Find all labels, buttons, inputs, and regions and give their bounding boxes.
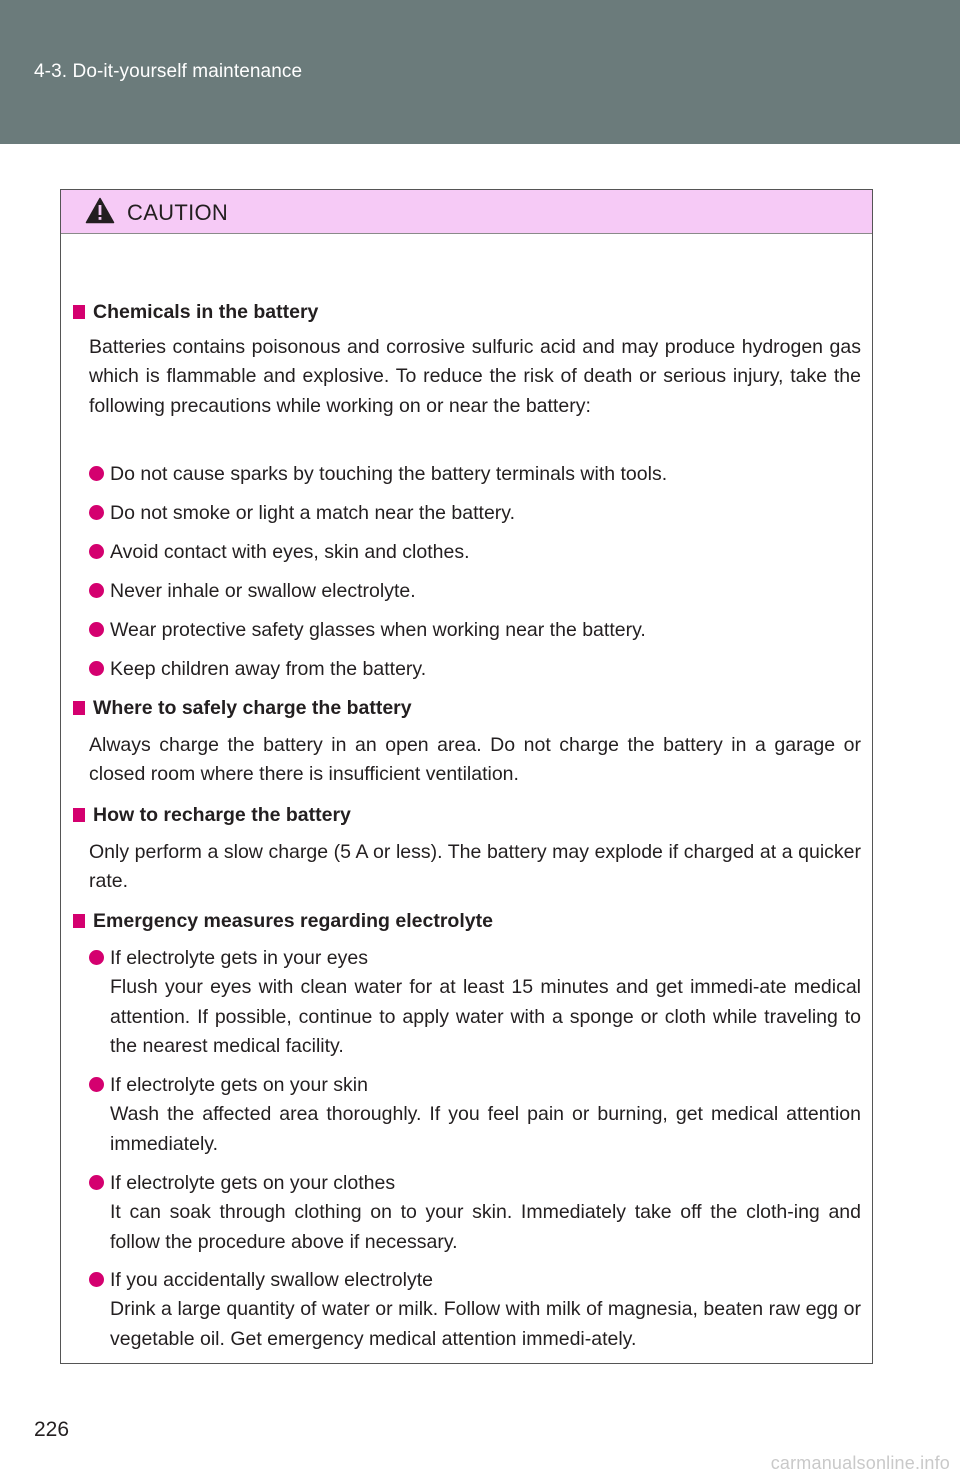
circle-bullet-icon [89, 544, 104, 559]
header-band [0, 0, 960, 144]
square-bullet-icon [73, 701, 85, 715]
square-bullet-icon [73, 914, 85, 928]
section-heading-emergency: Emergency measures regarding electrolyte [73, 907, 493, 935]
list-item: Do not cause sparks by touching the battery terminals with tools. [89, 460, 861, 489]
chemicals-paragraph: Batteries contains poisonous and corrosive sulfuric acid and may produce hydrogen gas which is flammable and explosive. To reduce the risk of death or serious injury, take the following precautions while working on or near the battery: [89, 336, 861, 417]
list-item: Keep children away from the battery. [89, 655, 861, 684]
section-heading-chemicals: Chemicals in the battery [73, 298, 318, 326]
recharge-paragraph: Only perform a slow charge (5 A or less). The battery may explode if charged at a quicker rate. [89, 841, 861, 893]
list-item: Avoid contact with eyes, skin and clothes. [89, 538, 861, 567]
list-item: Do not smoke or light a match near the battery. [89, 499, 861, 528]
section-title: 4-3. Do-it-yourself maintenance [34, 61, 303, 82]
warning-triangle-icon [85, 197, 115, 224]
circle-bullet-icon [89, 583, 104, 598]
caution-box [60, 189, 873, 1364]
square-bullet-icon [73, 305, 85, 319]
circle-bullet-icon [89, 1272, 104, 1287]
caution-body [61, 234, 872, 1362]
circle-bullet-icon [89, 622, 104, 637]
caution-header [61, 190, 872, 234]
square-bullet-icon [73, 808, 85, 822]
circle-bullet-icon [89, 505, 104, 520]
list-item: If electrolyte gets on your clothes It can soak through clothing on to your skin. Immediately take off the cloth-ing and follow the procedure above if necessary. [89, 1169, 861, 1257]
watermark: carmanualsonline.info [770, 1453, 950, 1473]
circle-bullet-icon [89, 1175, 104, 1190]
list-item: Wear protective safety glasses when working near the battery. [89, 616, 861, 645]
list-item: If electrolyte gets on your skin Wash the affected area thoroughly. If you feel pain or burning, get medical attention immediately. [89, 1071, 861, 1159]
section-heading-recharge: How to recharge the battery [73, 801, 351, 829]
section-heading-charge-location: Where to safely charge the battery [73, 694, 412, 722]
list-item: Never inhale or swallow electrolyte. [89, 577, 861, 606]
circle-bullet-icon [89, 950, 104, 965]
circle-bullet-icon [89, 466, 104, 481]
charge-location-paragraph: Always charge the battery in an open area. Do not charge the battery in a garage or closed room where there is insufficient ventilation. [89, 734, 861, 786]
page-number: 226 [34, 1418, 70, 1441]
caution-title: CAUTION [127, 200, 229, 225]
circle-bullet-icon [89, 661, 104, 676]
list-item: If electrolyte gets in your eyes Flush your eyes with clean water for at least 15 minutes and get immedi-ate medical attention. If possible, continue to apply water with a sponge or cloth while traveling to the nearest medical facility. [89, 944, 861, 1062]
circle-bullet-icon [89, 1077, 104, 1092]
list-item: If you accidentally swallow electrolyte Drink a large quantity of water or milk. Follow with milk of magnesia, beaten raw egg or vegetable oil. Get emergency medical attention immedi-ately. [89, 1266, 861, 1354]
